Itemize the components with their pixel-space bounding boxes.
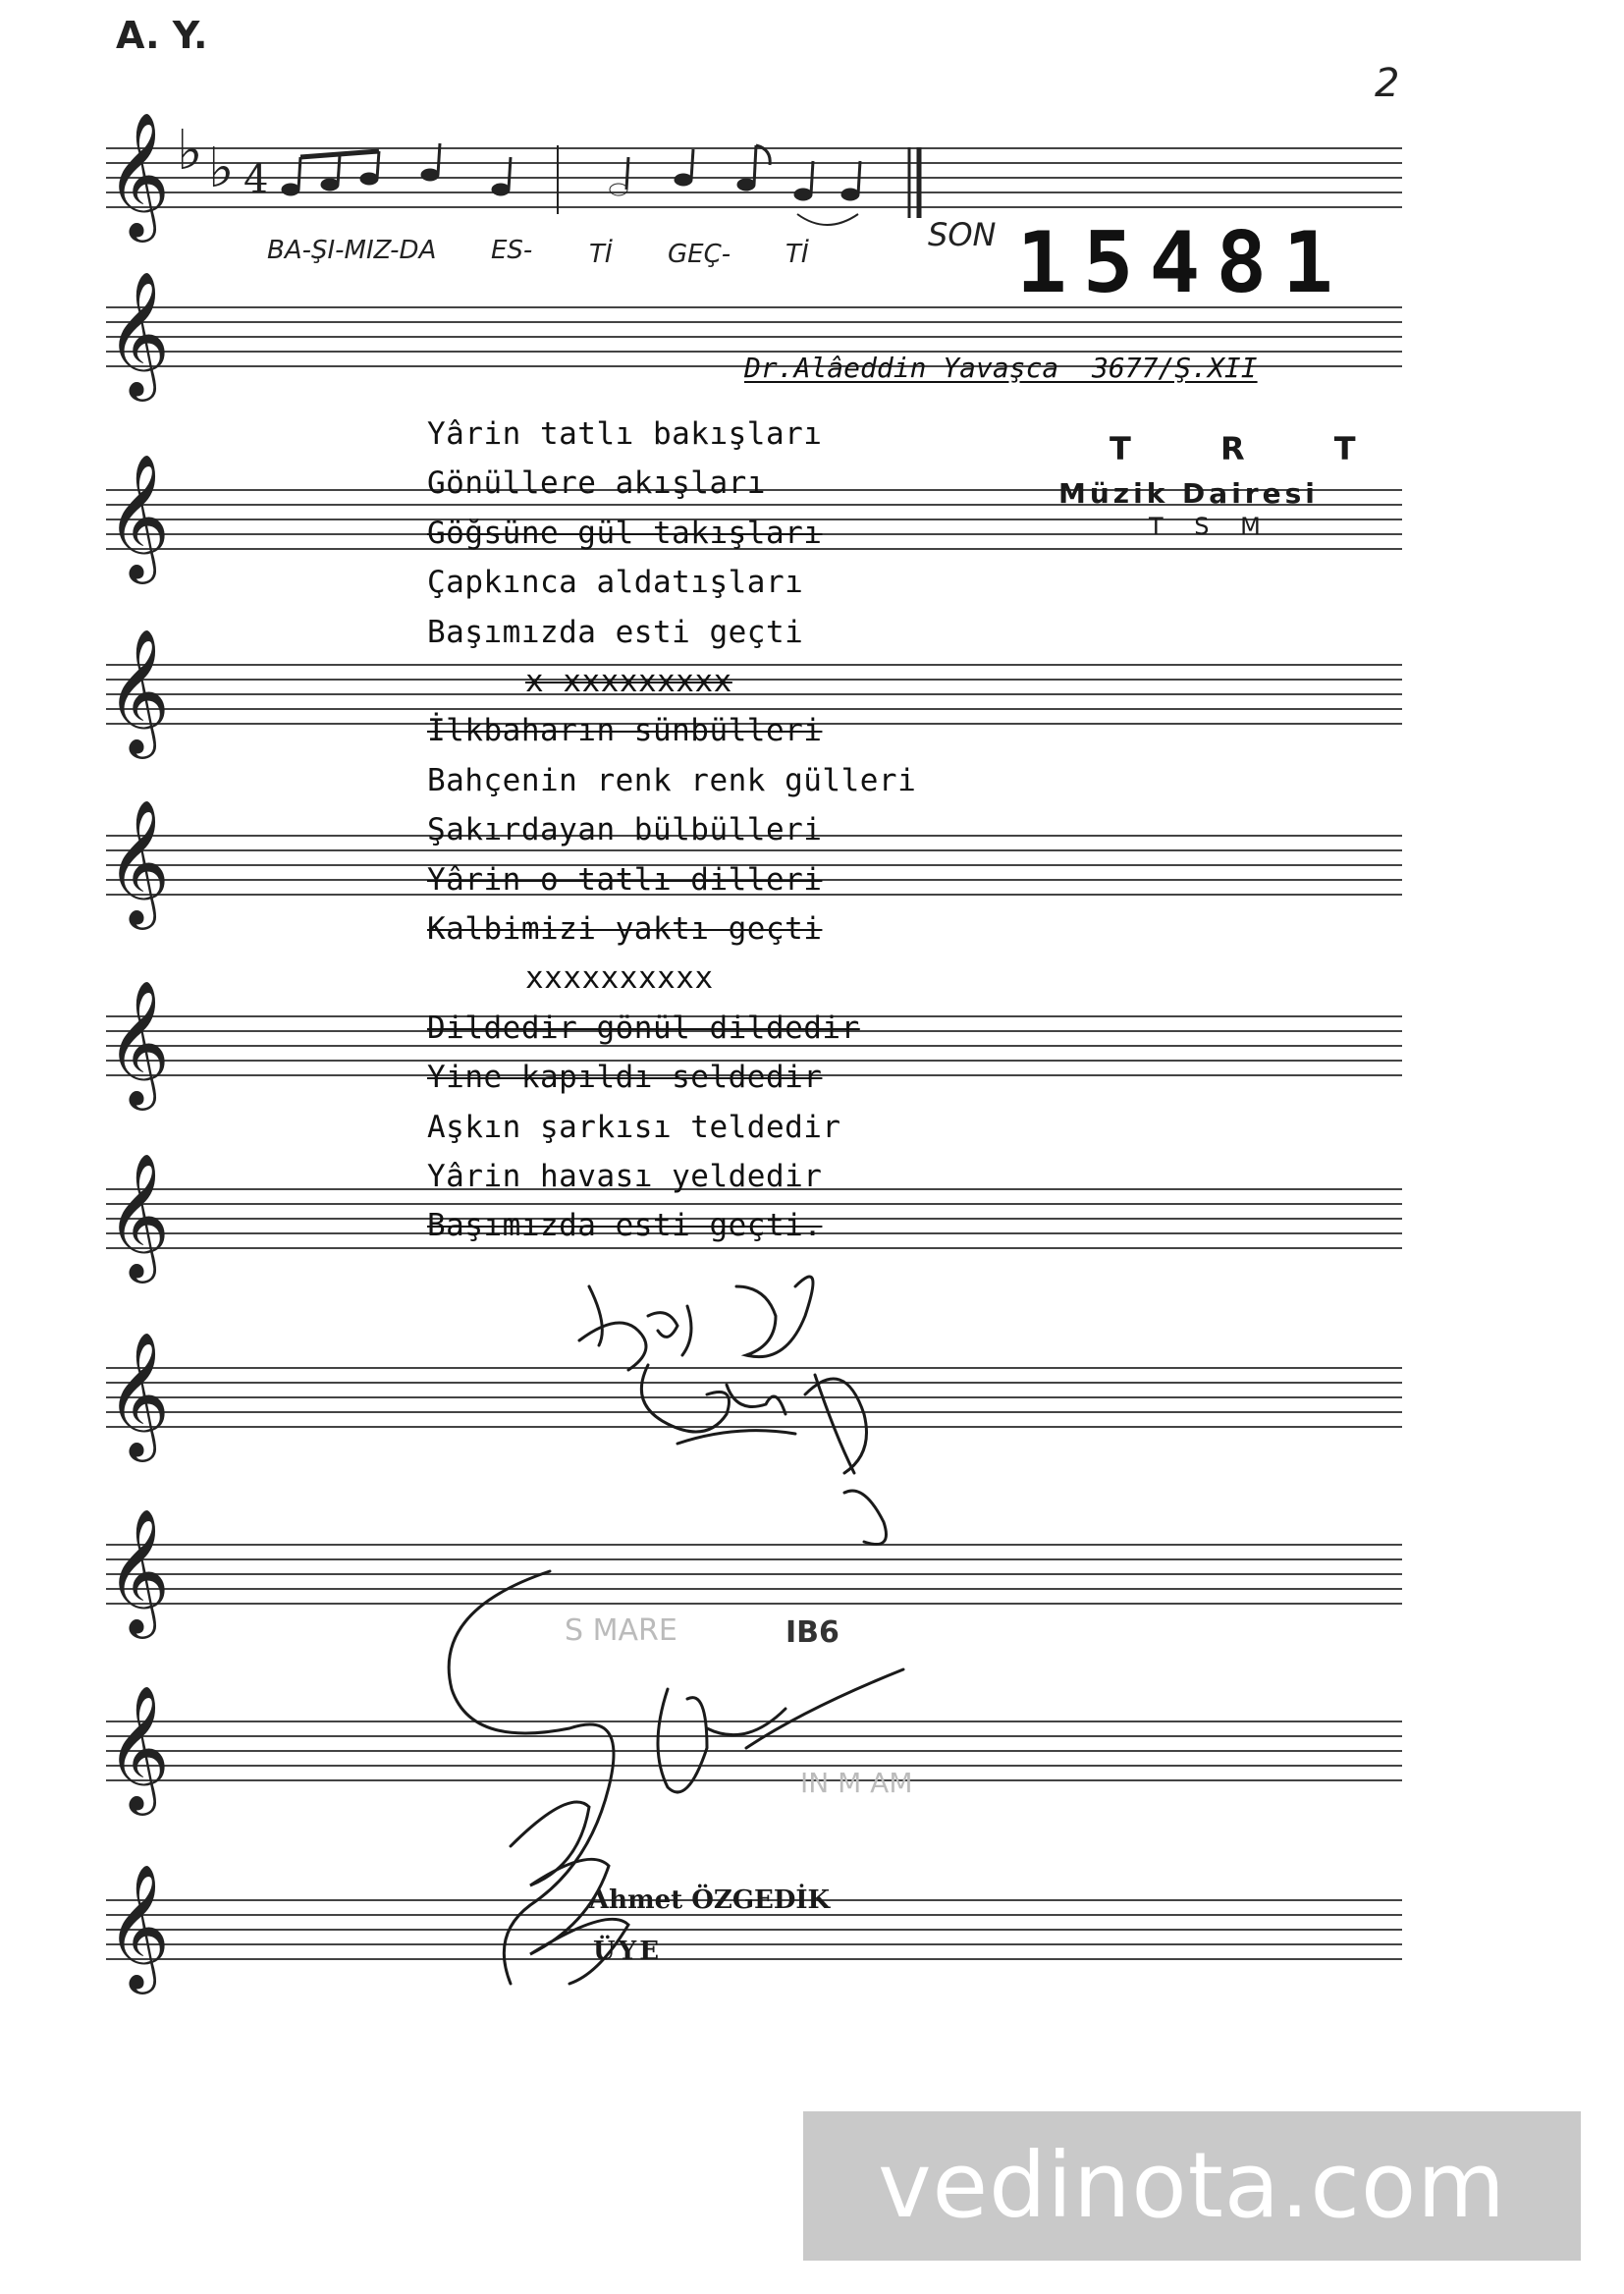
lyric-line: Başımızda esti geçti bbox=[427, 614, 804, 650]
time-signature: 4 bbox=[244, 157, 269, 202]
treble-clef-icon: 𝄞 bbox=[106, 1152, 171, 1278]
catalog-number: 15481 bbox=[1016, 214, 1349, 312]
svg-text:IB6: IB6 bbox=[785, 1615, 839, 1650]
treble-clef-icon: 𝄞 bbox=[106, 453, 171, 578]
initials: A. Y. bbox=[116, 14, 208, 57]
flat-sign: ♭ bbox=[208, 137, 235, 200]
flat-sign: ♭ bbox=[177, 119, 203, 183]
lyric-line: Kalbimizi yaktı geçti bbox=[427, 911, 823, 947]
lyric-line: Yârin o tatlı dilleri bbox=[427, 861, 823, 898]
lyric-line: Yine kapıldı seldedir bbox=[427, 1060, 823, 1096]
lyric-line: Başımızda esti geçti. bbox=[427, 1208, 823, 1244]
melody-syllable: BA-ŞI-MIZ-DA bbox=[267, 236, 437, 265]
treble-clef-icon: 𝄞 bbox=[106, 798, 171, 924]
treble-clef-icon: 𝄞 bbox=[106, 979, 171, 1105]
composer-reference: Dr.Alâeddin Yavaşca 3677/Ş.XII bbox=[744, 352, 1258, 384]
treble-clef-icon: 𝄞 bbox=[106, 111, 171, 237]
treble-clef-icon: 𝄞 bbox=[106, 1863, 171, 1989]
lyric-line: Aşkın şarkısı teldedir bbox=[427, 1109, 841, 1145]
son-mark: SON bbox=[928, 216, 997, 253]
svg-text:S MARE: S MARE bbox=[565, 1613, 677, 1648]
melody-syllable: Tİ bbox=[589, 240, 613, 269]
treble-clef-icon: 𝄞 bbox=[106, 1331, 171, 1456]
watermark-banner: vedinota.com bbox=[803, 2111, 1581, 2261]
melody-syllable: ES- bbox=[491, 236, 533, 265]
page-number: 2 bbox=[1375, 61, 1400, 106]
treble-clef-icon: 𝄞 bbox=[106, 1507, 171, 1633]
lyric-line: Şakırdayan bülbülleri bbox=[427, 812, 823, 848]
lyric-line: Gönüllere akışları bbox=[427, 465, 766, 502]
trt-stamp-line1: T R T bbox=[1110, 430, 1395, 467]
melody-syllable: GEÇ- bbox=[668, 240, 731, 269]
lyric-line: xxxxxxxxxx bbox=[525, 960, 714, 997]
lyric-line: Dildedir gönül dildedir bbox=[427, 1010, 860, 1046]
lyric-line: Yârin havası yeldedir bbox=[427, 1159, 823, 1194]
svg-text:IN M AM: IN M AM bbox=[800, 1767, 913, 1799]
signatory-name: Ahmet ÖZGEDİK bbox=[589, 1885, 831, 1915]
treble-clef-icon: 𝄞 bbox=[106, 1684, 171, 1810]
trt-stamp-line2: Müzik Dairesi bbox=[1058, 477, 1319, 510]
trt-stamp-line3: T S M bbox=[1149, 513, 1272, 540]
lyric-line: Çapkınca aldatışları bbox=[427, 565, 804, 601]
lyric-line: x xxxxxxxxx bbox=[525, 664, 732, 699]
lyric-line: Bahçenin renk renk gülleri bbox=[427, 762, 917, 798]
melody-syllable: Tİ bbox=[785, 240, 809, 269]
lyric-line: Yârin tatlı bakışları bbox=[427, 416, 823, 452]
signatory-title: ÜYE bbox=[593, 1937, 663, 1966]
treble-clef-icon: 𝄞 bbox=[106, 270, 171, 396]
treble-clef-icon: 𝄞 bbox=[106, 628, 171, 753]
lyric-line: Göğsüne gül takışları bbox=[427, 515, 823, 551]
lyric-line: İlkbaharın sünbülleri bbox=[427, 713, 823, 749]
